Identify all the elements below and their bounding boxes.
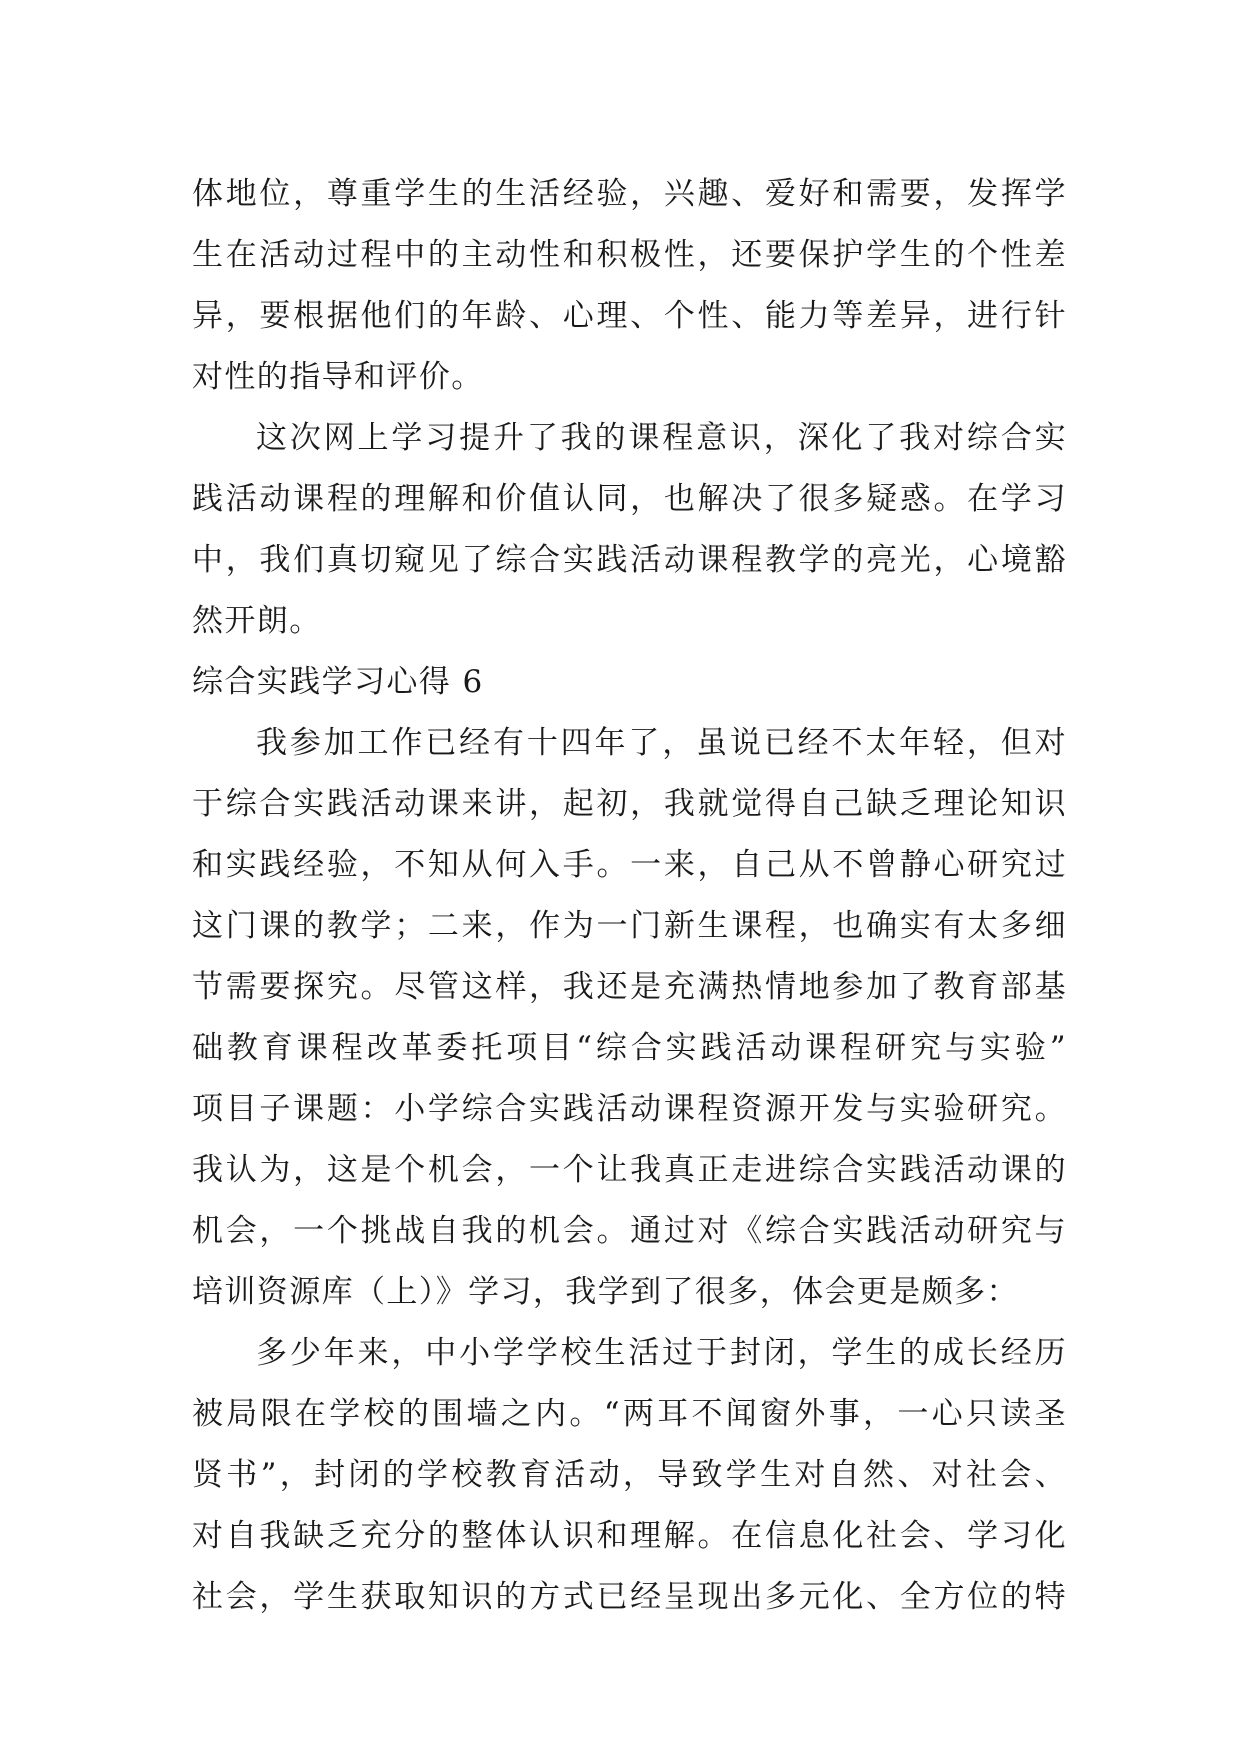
paragraph-line: 机会，一个挑战自我的机会。通过对《综合实践活动研究与 — [192, 1213, 1067, 1249]
paragraph-line: 节需要探究。尽管这样，我还是充满热情地参加了教育部基 — [192, 969, 1067, 1005]
paragraph-first-line: 我参加工作已经有十四年了，虽说已经不太年轻，但对 — [256, 725, 1067, 761]
paragraph-line: 对自我缺乏充分的整体认识和理解。在信息化社会、学习化 — [192, 1518, 1067, 1554]
paragraph-line: 生在活动过程中的主动性和积极性，还要保护学生的个性差 — [192, 237, 1067, 273]
paragraph-line: 项目子课题：小学综合实践活动课程资源开发与实验研究。 — [192, 1091, 1067, 1127]
paragraph-line: 贤书”，封闭的学校教育活动，导致学生对自然、对社会、 — [192, 1457, 1067, 1493]
paragraph-line: 异，要根据他们的年龄、心理、个性、能力等差异，进行针 — [192, 298, 1067, 334]
paragraph-line: 中，我们真切窥见了综合实践活动课程教学的亮光，心境豁 — [192, 542, 1067, 578]
paragraph-first-line: 多少年来，中小学学校生活过于封闭，学生的成长经历 — [256, 1335, 1067, 1371]
paragraph-line: 和实践经验，不知从何入手。一来，自己从不曾静心研究过 — [192, 847, 1067, 883]
paragraph-line: 这门课的教学；二来，作为一门新生课程，也确实有太多细 — [192, 908, 1067, 944]
paragraph-line: 然开朗。 — [192, 603, 322, 639]
paragraph-line: 对性的指导和评价。 — [192, 359, 484, 395]
section-heading: 综合实践学习心得 6 — [192, 664, 484, 700]
paragraph-line: 社会，学生获取知识的方式已经呈现出多元化、全方位的特 — [192, 1579, 1067, 1615]
paragraph-line: 践活动课程的理解和价值认同，也解决了很多疑惑。在学习 — [192, 481, 1067, 517]
paragraph-line: 于综合实践活动课来讲，起初，我就觉得自己缺乏理论知识 — [192, 786, 1067, 822]
paragraph-line: 我认为，这是个机会，一个让我真正走进综合实践活动课的 — [192, 1152, 1067, 1188]
paragraph-line: 被局限在学校的围墙之内。“两耳不闻窗外事，一心只读圣 — [192, 1396, 1067, 1432]
paragraph-line: 培训资源库（上）》学习，我学到了很多，体会更是颇多： — [192, 1274, 1019, 1310]
paragraph-line: 体地位，尊重学生的生活经验，兴趣、爱好和需要，发挥学 — [192, 176, 1067, 212]
paragraph-line: 础教育课程改革委托项目“综合实践活动课程研究与实验” — [192, 1030, 1067, 1066]
paragraph-first-line: 这次网上学习提升了我的课程意识，深化了我对综合实 — [256, 420, 1067, 456]
document-body — [192, 164, 1067, 1628]
